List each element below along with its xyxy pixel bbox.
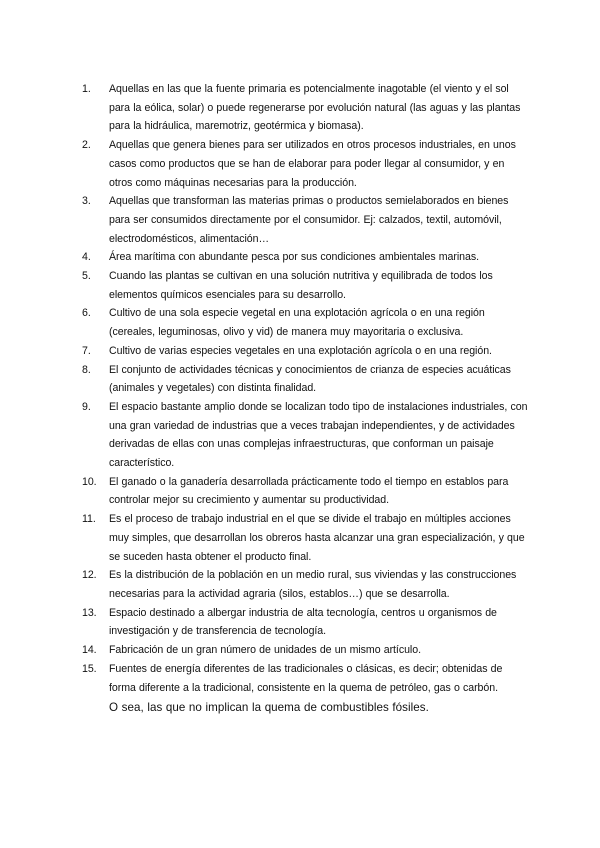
list-item (82, 473, 530, 510)
list-item (82, 604, 530, 641)
item-text-wrapper (109, 660, 530, 718)
item-number: 9. (82, 400, 91, 413)
item-text: Fuentes de energía diferentes de las tradicionales o clásicas, es decir; obtenidas de forma diferente a la tradicional, consistente en la quema de petróleo, gas o carbón. (109, 662, 503, 694)
item-extra-text: O sea, las que no implican la quema de combustibles fósiles. (109, 701, 429, 715)
item-text: Cuando las plantas se cultivan en una solución nutritiva y equilibrada de todos los elementos químicos esenciales para su desarrollo. (109, 270, 493, 301)
list-item (82, 361, 530, 398)
list-item (82, 267, 530, 304)
item-text: Es la distribución de la población en un medio rural, sus viviendas y las construcciones necesarias para la actividad agraria (silos, establos…) que se desarrolla. (109, 569, 517, 600)
item-text: El ganado o la ganadería desarrollada prácticamente todo el tiempo en establos para controlar mejor su crecimiento y aumentar su productividad. (109, 475, 509, 507)
list-item (82, 80, 530, 136)
item-number: 7. (82, 344, 91, 357)
list-item (82, 304, 530, 341)
item-number: 2. (82, 139, 91, 152)
item-text: Aquellas que transforman las materias primas o productos semielaborados en bienes para ser consumidos directamente por el consumidor. Ej: calzados, textil, automóvil, electrodomésticos, alimentación… (109, 195, 509, 245)
list-item (82, 192, 530, 248)
list-item (82, 660, 530, 718)
item-text: Es el proceso de trabajo industrial en el que se divide el trabajo en múltiples acciones muy simples, que desarrollan los obreros hasta alcanzar una gran especialización, y que se suceden hasta obtener el producto final. (109, 513, 525, 563)
list-item (82, 510, 530, 566)
item-text: El espacio bastante amplio donde se localizan todo tipo de instalaciones industriales, con una gran variedad de industrias que a veces trabajan independientes, y de actividades derivadas de ellas con unas complejas infraestructuras, que conforman un paisaje característico. (109, 400, 528, 470)
list-item (82, 398, 530, 473)
item-number: 5. (82, 270, 91, 283)
definitions-list (82, 80, 530, 718)
list-item (82, 248, 530, 267)
item-number: 4. (82, 251, 91, 264)
item-number: 13. (82, 606, 97, 619)
item-number: 8. (82, 363, 91, 376)
item-text: Área marítima con abundante pesca por sus condiciones ambientales marinas. (109, 251, 479, 264)
item-number: 6. (82, 307, 91, 320)
item-text: Aquellas en las que la fuente primaria es potencialmente inagotable (el viento y el sol para la eólica, solar) o puede regenerarse por evolución natural (las aguas y las plantas para la hidráulica, maremotriz, geotérmica y biomasa). (109, 83, 521, 133)
item-text: Fabricación de un gran número de unidades de un mismo artículo. (109, 644, 421, 657)
item-text: Aquellas que genera bienes para ser utilizados en otros procesos industriales, en unos casos como productos que se han de elaborar para poder llegar al consumidor, y en otros como máquinas necesarias para la producción. (109, 139, 516, 189)
item-number: 10. (82, 475, 97, 488)
item-number: 14. (82, 644, 97, 657)
item-number: 12. (82, 569, 97, 582)
item-number: 11. (82, 513, 96, 526)
item-text: Cultivo de una sola especie vegetal en una explotación agrícola o en una región (cereales, leguminosas, olivo y vid) de manera muy mayoritaria o exclusiva. (109, 307, 485, 339)
item-text: El conjunto de actividades técnicas y conocimientos de crianza de especies acuáticas (animales y vegetales) con distinta finalidad. (109, 363, 511, 395)
list-item (82, 641, 530, 660)
item-text: Cultivo de varias especies vegetales en una explotación agrícola o en una región. (109, 344, 492, 357)
list-item (82, 342, 530, 361)
item-text: Espacio destinado a albergar industria de alta tecnología, centros u organismos de investigación y de transferencia de tecnología. (109, 606, 497, 638)
list-item (82, 136, 530, 192)
item-number: 3. (82, 195, 91, 208)
item-number: 1. (82, 83, 91, 95)
item-number: 15. (82, 662, 97, 675)
list-item (82, 566, 530, 603)
